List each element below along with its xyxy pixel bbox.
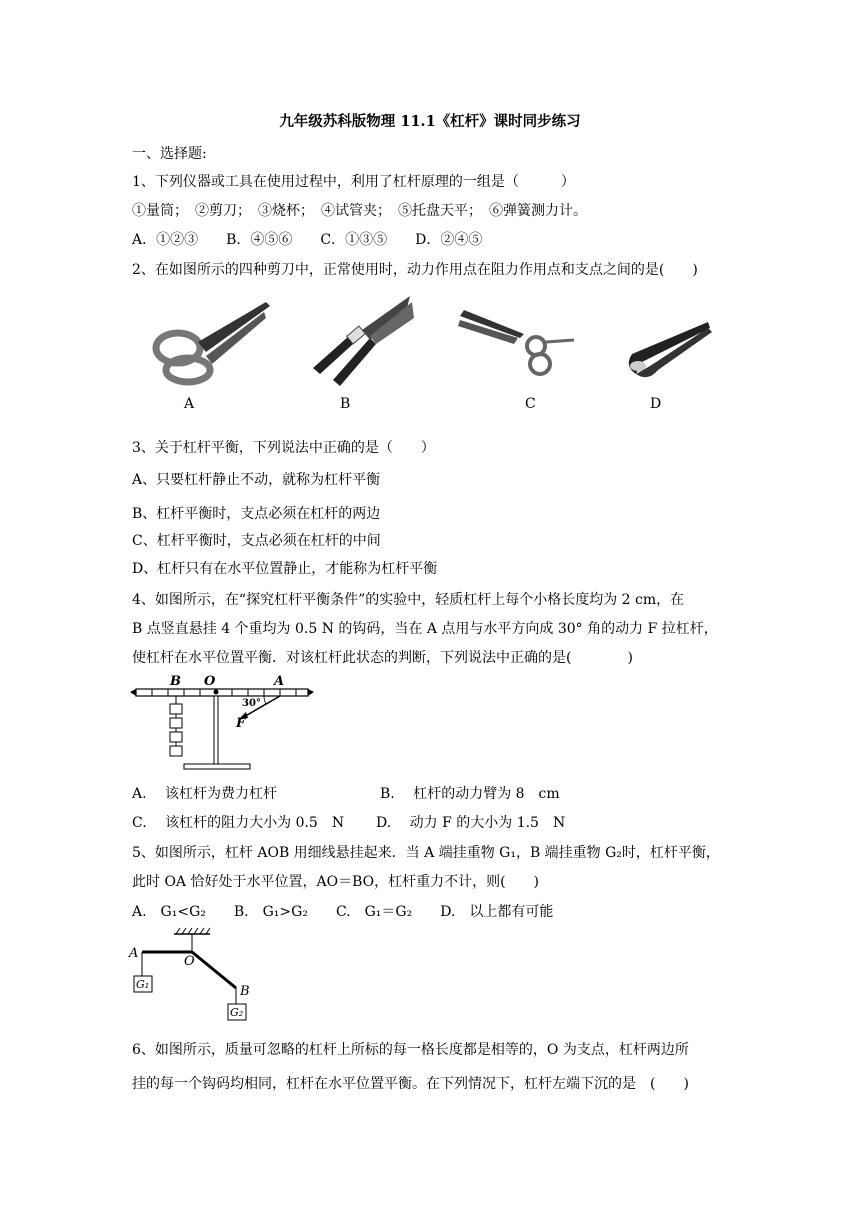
q3-option-d: D、杠杆只有在水平位置静止，才能称为杠杆平衡 [132, 561, 438, 577]
q6-stem-line1: 6、如图所示，质量可忽略的杠杆上所标的每一格长度都是相等的，O 为支点，杠杆两边所 [132, 1042, 689, 1058]
q4-option-c: C. 该杠杆的阻力大小为 0.5 N [132, 815, 345, 831]
page-title: 九年级苏科版物理 11.1《杠杆》课时同步练习 [279, 113, 581, 130]
q5-lever-figure [126, 926, 266, 1024]
scissors-c-image [458, 310, 574, 374]
q5-options: A. G₁<G₂ B. G₁>G₂ C. G₁＝G₂ D. 以上都有可能 [132, 904, 554, 920]
q5-stem-line2: 此时 OA 恰好处于水平位置，AO＝BO，杠杆重力不计，则( ) [132, 874, 540, 890]
q2-label-b: B [340, 396, 351, 412]
q2-label-d: D [650, 396, 662, 412]
q4-stem-line3: 使杠杆在水平位置平衡．对该杠杆此状态的判断，下列说法中正确的是( ) [132, 650, 633, 666]
q5-stem-line1: 5、如图所示，杠杆 AOB 用细线悬挂起来．当 A 端挂重物 G₁，B 端挂重物 G₂时，杠杆平衡， [132, 845, 720, 861]
q4-label-a: A [274, 674, 285, 689]
q4-lever-figure [130, 672, 320, 774]
q4-option-b: B. 杠杆的动力臂为 8 cm [380, 786, 560, 802]
q1-options: A．①②③ B．④⑤⑥ C．①③⑤ D．②④⑤ [132, 232, 483, 248]
q6-stem-line2: 挂的每一个钩码均相同，杠杆在水平位置平衡。在下列情况下，杠杆左端下沉的是 ( ) [132, 1076, 689, 1092]
q4-option-d: D. 动力 F 的大小为 1.5 N [376, 815, 566, 831]
q2-stem: 2、在如图所示的四种剪刀中，正常使用时，动力作用点在阻力作用点和支点之间的是( ) [132, 262, 698, 278]
scissors-b-image [313, 296, 414, 386]
q1-items: ①量筒； ②剪刀； ③烧杯； ④试管夹； ⑤托盘天平； ⑥弹簧测力计。 [132, 203, 587, 219]
q2-label-c: C [525, 396, 536, 412]
q5-label-g1: G₁ [136, 978, 150, 991]
q3-option-c: C、杠杆平衡时，支点必须在杠杆的中间 [132, 533, 381, 549]
q4-option-a: A. 该杠杆为费力杠杆 [132, 786, 278, 802]
q4-label-f: F [236, 716, 246, 731]
q4-stem-line1: 4、如图所示，在“探究杠杆平衡条件”的实验中，轻质杠杆上每个小格长度均为 2 cm，在 [132, 592, 685, 608]
scissors-a-image [156, 302, 270, 382]
q3-stem: 3、关于杠杆平衡，下列说法中正确的是（ ） [132, 440, 435, 456]
q4-stem-line2: B 点竖直悬挂 4 个重均为 0.5 N 的钩码，当在 A 点用与水平方向成 30° 角的动力 F 拉杠杆， [132, 621, 718, 637]
q4-label-angle: 30° [242, 698, 261, 709]
q2-label-a: A [184, 396, 195, 412]
scissors-d-image [629, 322, 712, 377]
q1-stem: 1、下列仪器或工具在使用过程中，利用了杠杆原理的一组是（ ） [132, 174, 575, 190]
q5-label-o: O [184, 954, 195, 969]
q5-label-b: B [240, 984, 250, 999]
q4-label-b: B [170, 674, 181, 689]
q4-label-o: O [204, 674, 216, 689]
q5-label-g2: G₂ [230, 1006, 244, 1019]
q3-option-b: B、杠杆平衡时，支点必须在杠杆的两边 [132, 506, 381, 522]
section-heading: 一、选择题: [132, 146, 207, 162]
q2-scissors-figure [148, 290, 728, 400]
q3-option-a: A、只要杠杆静止不动，就称为杠杆平衡 [132, 472, 381, 488]
q5-label-a: A [129, 946, 139, 961]
